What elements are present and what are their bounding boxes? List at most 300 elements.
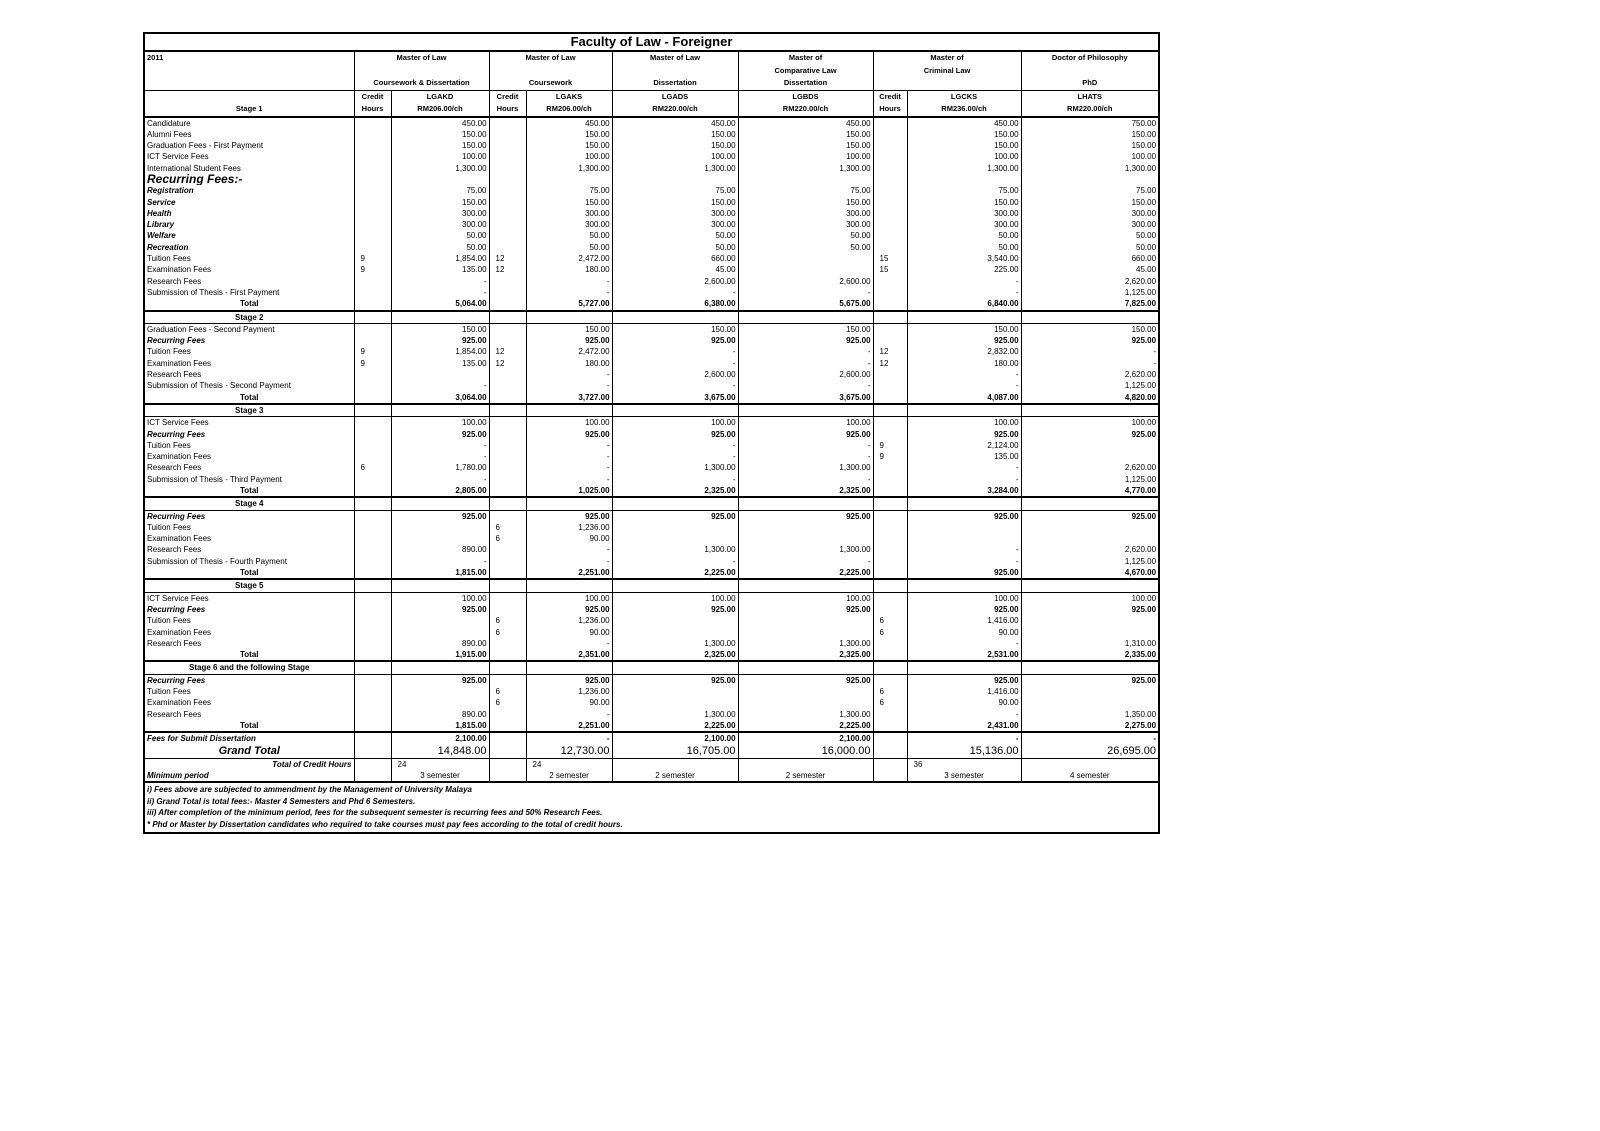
fee-cell: [738, 174, 873, 185]
fee-cell: 300.00: [738, 208, 873, 219]
fee-cell: [738, 497, 873, 510]
fee-cell: 180.00: [526, 358, 612, 369]
row-label: Grand Total: [145, 745, 354, 759]
program-name: Master of Law: [489, 52, 612, 65]
fee-cell: 450.00: [907, 117, 1021, 129]
row-label: Tuition Fees: [147, 616, 191, 626]
fee-cell: 1,300.00: [738, 462, 873, 473]
fee-cell: 3 semester: [391, 770, 489, 782]
fee-row: [145, 242, 1158, 253]
fee-row: [145, 311, 1158, 324]
credit-hours-cell: 6: [873, 627, 907, 638]
fee-cell: -: [612, 451, 738, 462]
fee-cell: 50.00: [612, 230, 738, 241]
credit-hours-cell: [489, 163, 526, 174]
fee-cell: -: [738, 474, 873, 485]
fee-cell: 75.00: [738, 185, 873, 196]
row-label: Examination Fees: [147, 452, 212, 462]
fee-cell: 2 semester: [612, 770, 738, 782]
fee-cell: 7,825.00: [1021, 298, 1158, 310]
credit-hours-cell: [354, 276, 391, 287]
header-row-code: [145, 90, 1158, 103]
fee-cell: 90.00: [526, 627, 612, 638]
credit-hours-cell: 6: [354, 462, 391, 473]
fee-cell: 5,064.00: [391, 298, 489, 310]
credit-hours-cell: 12: [873, 358, 907, 369]
credit-hours-cell: [354, 638, 391, 649]
fee-cell: 925.00: [526, 674, 612, 686]
fee-cell: 1,815.00: [391, 720, 489, 732]
fee-table: [145, 52, 1158, 783]
fee-cell: 2,335.00: [1021, 649, 1158, 661]
fee-cell: [1021, 627, 1158, 638]
credit-hours-cell: [873, 219, 907, 230]
fee-cell: 925.00: [526, 510, 612, 522]
year-label: 2011: [147, 53, 164, 62]
credit-hours-cell: [873, 497, 907, 510]
fee-cell: [1021, 174, 1158, 185]
fee-cell: 2,225.00: [738, 720, 873, 732]
fee-cell: 100.00: [907, 417, 1021, 429]
credit-hours-cell: [354, 567, 391, 579]
credit-hours-cell: [873, 140, 907, 151]
credit-hours-cell: [489, 311, 526, 324]
credit-hours-cell: [489, 151, 526, 162]
credit-hours-cell: [354, 230, 391, 241]
fee-cell: 3,540.00: [907, 253, 1021, 264]
credit-hours-cell: [489, 720, 526, 732]
row-label: Tuition Fees: [147, 440, 191, 450]
fee-cell: -: [907, 544, 1021, 555]
credit-hours-cell: 12: [489, 346, 526, 357]
row-label: Stage 6 and the following Stage: [145, 661, 354, 674]
credit-hours-cell: [354, 429, 391, 440]
credit-hours-cell: 9: [354, 264, 391, 275]
fee-cell: 4,087.00: [907, 392, 1021, 404]
fee-cell: 100.00: [526, 151, 612, 162]
credit-hours-cell: [489, 208, 526, 219]
fee-cell: 660.00: [1021, 253, 1158, 264]
fee-cell: [738, 686, 873, 697]
credit-hours-cell: [354, 242, 391, 253]
header-blank: [145, 65, 354, 78]
credit-hours-cell: [489, 544, 526, 555]
fee-cell: 150.00: [612, 129, 738, 140]
fee-cell: 150.00: [612, 197, 738, 208]
fee-cell: 300.00: [612, 219, 738, 230]
row-label: International Student Fees: [147, 163, 241, 173]
fee-cell: 3,284.00: [907, 485, 1021, 497]
fee-cell: 2,600.00: [612, 369, 738, 380]
credit-hours-cell: [354, 674, 391, 686]
credit-hours-cell: [354, 510, 391, 522]
fee-cell: 5,675.00: [738, 298, 873, 310]
credit-hours-cell: [354, 745, 391, 759]
fee-row: [145, 151, 1158, 162]
credit-hours-cell: [354, 770, 391, 782]
fee-cell: 225.00: [907, 264, 1021, 275]
fee-cell: 135.00: [907, 451, 1021, 462]
fee-cell: -: [612, 358, 738, 369]
row-label: Stage 5: [145, 579, 354, 592]
credit-hours-cell: [873, 770, 907, 782]
fee-cell: -: [391, 380, 489, 391]
fee-cell: 100.00: [526, 592, 612, 604]
row-label: Research Fees: [147, 638, 202, 648]
fee-cell: 2,472.00: [526, 253, 612, 264]
fee-cell: -: [612, 346, 738, 357]
fee-cell: 300.00: [907, 219, 1021, 230]
credit-hours-cell: [354, 404, 391, 417]
fee-cell: 150.00: [612, 140, 738, 151]
row-label: Submission of Thesis - Fourth Payment: [147, 556, 287, 566]
fee-cell: -: [526, 287, 612, 298]
fee-cell: 150.00: [907, 140, 1021, 151]
footnote-line: ii) Grand Total is total fees:- Master 4 Semesters and Phd 6 Semesters.: [147, 796, 416, 806]
fee-cell: 1,300.00: [907, 163, 1021, 174]
fee-cell: 50.00: [907, 242, 1021, 253]
fee-cell: 925.00: [612, 429, 738, 440]
fee-cell: [738, 404, 873, 417]
credit-hours-cell: [354, 197, 391, 208]
fee-cell: 100.00: [738, 592, 873, 604]
fee-cell: 100.00: [612, 417, 738, 429]
fee-cell: 3,675.00: [738, 392, 873, 404]
fee-cell: 925.00: [391, 429, 489, 440]
credit-hours-cell: [489, 674, 526, 686]
fee-cell: 4,820.00: [1021, 392, 1158, 404]
credit-hours-cell: [489, 567, 526, 579]
fee-cell: 50.00: [391, 230, 489, 241]
credit-hours-cell: 15: [873, 253, 907, 264]
fee-row: [145, 358, 1158, 369]
fee-cell: 1,310.00: [1021, 638, 1158, 649]
fee-cell: [612, 697, 738, 708]
program-code: LGCKS: [907, 90, 1021, 103]
fee-cell: 925.00: [738, 674, 873, 686]
fee-cell: 4,770.00: [1021, 485, 1158, 497]
row-label: Total: [145, 720, 354, 732]
fee-cell: 50.00: [391, 242, 489, 253]
credit-hours-cell: [354, 174, 391, 185]
fee-cell: -: [738, 358, 873, 369]
credit-hours-cell: [873, 638, 907, 649]
fee-cell: -: [907, 709, 1021, 720]
fee-row: [145, 533, 1158, 544]
row-label: Graduation Fees - First Payment: [147, 141, 264, 151]
fee-row: [145, 219, 1158, 230]
fee-cell: -: [526, 462, 612, 473]
fee-cell: 50.00: [526, 230, 612, 241]
fee-cell: 2,620.00: [1021, 462, 1158, 473]
fee-cell: 50.00: [526, 242, 612, 253]
credit-hours-cell: 15: [873, 264, 907, 275]
fee-cell: 50.00: [907, 230, 1021, 241]
fee-row: [145, 604, 1158, 615]
fee-row: [145, 474, 1158, 485]
row-label: Research Fees: [147, 545, 202, 555]
credit-hours-cell: [873, 544, 907, 555]
fee-cell: 90.00: [907, 697, 1021, 708]
credit-hours-cell: [354, 117, 391, 129]
fee-cell: 2,620.00: [1021, 276, 1158, 287]
fee-cell: 150.00: [391, 140, 489, 151]
fee-cell: 925.00: [391, 335, 489, 346]
row-label: Total of Credit Hours: [272, 759, 352, 769]
fee-row: [145, 369, 1158, 380]
program-code: LGAKD: [391, 90, 489, 103]
credit-hours-cell: [354, 758, 391, 770]
credit-hours-cell: [873, 533, 907, 544]
fee-cell: [1021, 533, 1158, 544]
fee-cell: 2,325.00: [738, 485, 873, 497]
footnote-line: * Phd or Master by Dissertation candidates who required to take courses must pay fees according to the total of credit hours.: [147, 819, 623, 829]
fee-cell: 100.00: [1021, 151, 1158, 162]
fee-cell: -: [612, 380, 738, 391]
stage-label: Stage 1: [145, 103, 354, 117]
row-label: Total: [145, 485, 354, 497]
fee-cell: [526, 404, 612, 417]
credit-hours-cell: [873, 276, 907, 287]
fee-row: [145, 720, 1158, 732]
fee-cell: 2,251.00: [526, 567, 612, 579]
row-label: Submission of Thesis - Second Payment: [147, 381, 291, 391]
fee-cell: 75.00: [907, 185, 1021, 196]
credit-hours-cell: [873, 556, 907, 567]
fee-cell: 925.00: [526, 429, 612, 440]
fee-cell: 150.00: [907, 323, 1021, 335]
credit-hours-cell: [489, 392, 526, 404]
credit-hours-cell: [489, 404, 526, 417]
fee-cell: -: [907, 287, 1021, 298]
fee-cell: 925.00: [612, 604, 738, 615]
row-label: Examination Fees: [147, 265, 212, 275]
fee-cell: 2,431.00: [907, 720, 1021, 732]
fee-cell: [526, 579, 612, 592]
credit-hours-cell: [354, 649, 391, 661]
fee-cell: 1,300.00: [612, 709, 738, 720]
fee-row: [145, 615, 1158, 626]
fee-row: [145, 208, 1158, 219]
fee-cell: 1,125.00: [1021, 380, 1158, 391]
fee-cell: -: [391, 474, 489, 485]
fee-cell: 1,300.00: [612, 638, 738, 649]
row-label: Recurring Fees: [147, 675, 206, 685]
credit-hours-cell: [873, 323, 907, 335]
fee-cell: 300.00: [1021, 219, 1158, 230]
credit-hours-header: Credit: [489, 90, 526, 103]
program-rate: RM220.00/ch: [1021, 103, 1158, 117]
fee-cell: 16,705.00: [612, 745, 738, 759]
credit-hours-cell: [489, 440, 526, 451]
fee-cell: 925.00: [526, 604, 612, 615]
fee-cell: 100.00: [738, 417, 873, 429]
program-code: LHATS: [1021, 90, 1158, 103]
fee-row: [145, 567, 1158, 579]
fee-cell: [391, 497, 489, 510]
fee-row: [145, 579, 1158, 592]
fee-row: [145, 510, 1158, 522]
fee-cell: [612, 579, 738, 592]
credit-hours-cell: [354, 151, 391, 162]
program-type: Coursework & Dissertation: [354, 77, 489, 90]
fee-cell: 450.00: [738, 117, 873, 129]
credit-hours-cell: 6: [489, 697, 526, 708]
credit-hours-cell: [873, 404, 907, 417]
fee-cell: 925.00: [612, 674, 738, 686]
credit-hours-cell: [873, 311, 907, 324]
fee-cell: 100.00: [612, 151, 738, 162]
fee-cell: 1,236.00: [526, 615, 612, 626]
fee-cell: 75.00: [612, 185, 738, 196]
fee-cell: 450.00: [612, 117, 738, 129]
credit-hours-header: Credit: [354, 90, 391, 103]
credit-hours-cell: [489, 230, 526, 241]
fee-cell: [1021, 615, 1158, 626]
fee-cell: [391, 174, 489, 185]
credit-hours-cell: [489, 592, 526, 604]
fee-cell: 890.00: [391, 544, 489, 555]
credit-hours-cell: [489, 185, 526, 196]
credit-hours-cell: [354, 392, 391, 404]
program-subname: Criminal Law: [873, 65, 1021, 78]
fee-cell: -: [738, 380, 873, 391]
program-type: PhD: [1021, 77, 1158, 90]
header-row-program-sub: [145, 65, 1158, 78]
credit-hours-header: Hours: [489, 103, 526, 117]
credit-hours-cell: [354, 287, 391, 298]
row-label: Examination Fees: [147, 698, 212, 708]
fee-cell: 890.00: [391, 638, 489, 649]
credit-hours-cell: 9: [354, 253, 391, 264]
fee-cell: [612, 522, 738, 533]
credit-hours-cell: [354, 311, 391, 324]
fee-cell: 180.00: [526, 264, 612, 275]
fee-cell: 925.00: [391, 604, 489, 615]
row-label: Total: [145, 298, 354, 310]
credit-hours-header: Hours: [873, 103, 907, 117]
fee-cell: 150.00: [907, 197, 1021, 208]
row-label: Tuition Fees: [147, 687, 191, 697]
header-row-program-type: [145, 77, 1158, 90]
fee-cell: 925.00: [738, 335, 873, 346]
fee-cell: -: [1021, 732, 1158, 744]
credit-hours-cell: [354, 369, 391, 380]
fee-row: [145, 230, 1158, 241]
fee-cell: 150.00: [391, 129, 489, 140]
fee-cell: 925.00: [907, 604, 1021, 615]
fee-cell: [391, 311, 489, 324]
credit-hours-cell: [354, 661, 391, 674]
row-label: Tuition Fees: [147, 347, 191, 357]
credit-hours-cell: [354, 627, 391, 638]
program-code: LGAKS: [526, 90, 612, 103]
fee-row: [145, 544, 1158, 555]
fee-cell: 1,300.00: [612, 163, 738, 174]
fee-cell: [738, 627, 873, 638]
credit-hours-cell: 12: [489, 358, 526, 369]
program-rate: RM220.00/ch: [612, 103, 738, 117]
fee-cell: 1,854.00: [391, 346, 489, 357]
fee-cell: 925.00: [526, 335, 612, 346]
row-label: ICT Service Fees: [147, 152, 209, 162]
row-label: Recurring Fees: [147, 429, 206, 439]
fee-cell: -: [391, 556, 489, 567]
fee-cell: [738, 264, 873, 275]
row-label: ICT Service Fees: [147, 593, 209, 603]
credit-hours-cell: [489, 335, 526, 346]
fee-row: [145, 697, 1158, 708]
fee-cell: 1,416.00: [907, 686, 1021, 697]
credit-hours-cell: [354, 556, 391, 567]
fee-cell: [907, 522, 1021, 533]
fee-cell: 2,275.00: [1021, 720, 1158, 732]
fee-row: [145, 346, 1158, 357]
fee-cell: 100.00: [612, 592, 738, 604]
credit-hours-cell: 6: [873, 697, 907, 708]
credit-hours-cell: [354, 335, 391, 346]
credit-hours-cell: [873, 242, 907, 253]
credit-hours-cell: [354, 380, 391, 391]
program-type: Dissertation: [612, 77, 738, 90]
row-label: Submission of Thesis - First Payment: [147, 287, 280, 297]
row-label: Tuition Fees: [147, 522, 191, 532]
fee-cell: 2,620.00: [1021, 544, 1158, 555]
fee-cell: [1021, 404, 1158, 417]
credit-hours-cell: 6: [489, 522, 526, 533]
fee-row: [145, 264, 1158, 275]
header-row-rate: [145, 103, 1158, 117]
fee-cell: 1,300.00: [738, 638, 873, 649]
fee-cell: 16,000.00: [738, 745, 873, 759]
fee-cell: [1021, 497, 1158, 510]
fee-cell: 2 semester: [738, 770, 873, 782]
fee-row: [145, 556, 1158, 567]
fee-cell: -: [907, 638, 1021, 649]
fee-row: [145, 709, 1158, 720]
fee-row: [145, 592, 1158, 604]
fee-cell: 1,300.00: [612, 462, 738, 473]
fee-cell: [1021, 440, 1158, 451]
fee-cell: 150.00: [391, 323, 489, 335]
row-label: Recurring Fees: [147, 336, 206, 346]
fee-cell: 180.00: [907, 358, 1021, 369]
fee-row: [145, 129, 1158, 140]
fee-cell: -: [526, 380, 612, 391]
fee-cell: [1021, 579, 1158, 592]
fee-cell: -: [738, 440, 873, 451]
fee-cell: 1,125.00: [1021, 556, 1158, 567]
fee-cell: -: [526, 556, 612, 567]
fee-cell: [391, 533, 489, 544]
fee-cell: [1021, 661, 1158, 674]
credit-hours-cell: [873, 335, 907, 346]
credit-hours-cell: [354, 129, 391, 140]
program-subname: [489, 65, 612, 78]
fee-row: [145, 686, 1158, 697]
row-label: Alumni Fees: [147, 129, 192, 139]
credit-hours-cell: [489, 474, 526, 485]
fee-cell: -: [738, 556, 873, 567]
credit-hours-cell: 6: [489, 615, 526, 626]
fee-cell: 15,136.00: [907, 745, 1021, 759]
fee-cell: 100.00: [391, 151, 489, 162]
fee-cell: 2 semester: [526, 770, 612, 782]
credit-hours-cell: [489, 638, 526, 649]
fee-cell: 100.00: [391, 592, 489, 604]
credit-hours-cell: [873, 604, 907, 615]
fee-cell: 2,225.00: [738, 567, 873, 579]
